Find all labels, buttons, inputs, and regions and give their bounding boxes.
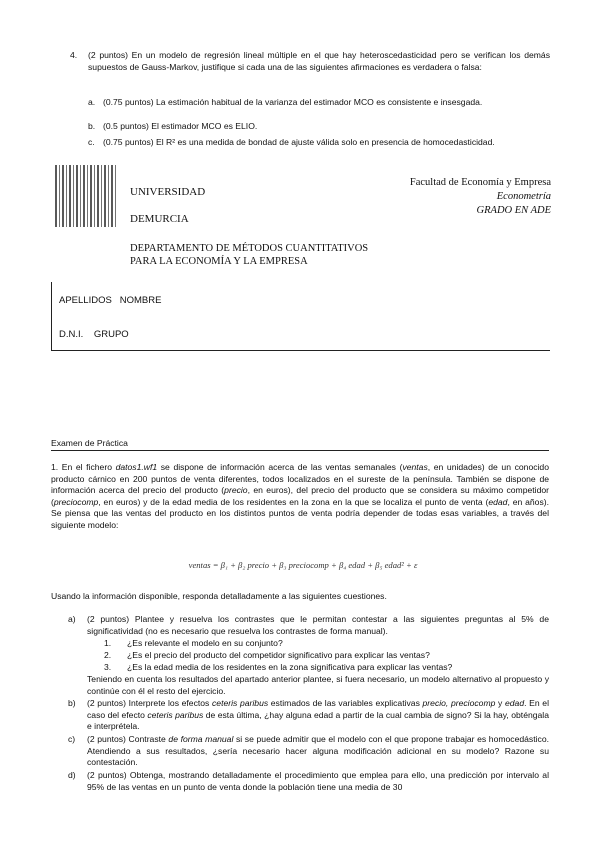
faculty-name: Facultad de Economía y Empresa [409, 177, 551, 188]
nombre-label: NOMBRE [119, 295, 162, 306]
question-b: b) (2 puntos) Interprete los efectos ceteris paribus estimados de las variables explicativas precio, preciocomp y edad. En el caso del efecto ceteris paribus de esta última, ¿hay alguna edad a partir de la cual cambia de signo? Si la hay, obténgala e interprétela. [68, 698, 549, 731]
question-4-item-b: b. (0.5 puntos) El estimador MCO es ELIO. [88, 121, 258, 131]
question-a-sub-3: 3. ¿Es la edad media de los residentes en la zona significativa para explicar las ventas? [104, 662, 453, 672]
apellidos-nombre-row [59, 295, 161, 306]
question-a: a) (2 puntos) Plantee y resuelva los contrastes que le permitan contestar a las siguientes preguntas al 5% de significatividad (no es necesario que resuelva los contrastes de forma manual). [68, 614, 549, 636]
university-logo-qr-icon [55, 165, 118, 227]
grupo-label: GRUPO [93, 329, 129, 340]
question-a-sub-2: 2. ¿Es el precio del producto del competidor significativo para explicar las ventas? [104, 650, 430, 660]
problem-1-statement: 1. En el fichero datos1.wf1 se dispone de información acerca de las ventas semanales (ventas, en unidades) de un conocido producto cárnico en 200 puntos de venta diferentes, todos localizados en el sureste de la península. También se dispone de información acerca del precio del producto (precio, en euros), del precio del producto que se considera su máximo competidor (preciocomp, en euros) y de la edad media de los residentes en la zona en la que se localiza el punto de venta (edad, en años). Se piensa que las ventas del producto en los distintos puntos de venta podría depender de todas esas variables, a través del siguiente modelo: [51, 462, 550, 530]
university-name-line1: UNIVERSIDAD [130, 186, 206, 198]
exam-title: Examen de Práctica [51, 438, 128, 448]
question-4-item-c: c. (0.75 puntos) El R² es una medida de bondad de ajuste válida solo en presencia de homocedasticidad. [88, 137, 495, 147]
apellidos-label: APELLIDOS [59, 295, 112, 306]
question-a-continuation: Teniendo en cuenta los resultados del apartado anterior plantee, si fuera necesario, un modelo alternativo al propuesto y continúe con él el resto del ejercicio. [87, 674, 549, 696]
question-a-sub-1: 1. ¿Es relevante el modelo en su conjunto? [104, 638, 283, 648]
subject-name: Econometría [496, 191, 551, 202]
degree-name: GRADO EN ADE [476, 205, 551, 216]
question-c: c) (2 puntos) Contraste de forma manual si se puede admitir que el modelo con el que propone trabajar es homocedástico. Atendiendo a sus resultados, ¿sería necesario hacer alguna modificación adicional en su modelo? Razone su contestación. [68, 734, 549, 767]
dni-grupo-row [59, 329, 129, 340]
student-info-box [51, 282, 550, 351]
dni-label: D.N.I. [59, 329, 84, 340]
question-4 [70, 50, 550, 73]
instructions: Usando la información disponible, responda detalladamente a las siguientes cuestiones. [51, 591, 387, 601]
question-4-number: 4. [70, 50, 78, 60]
department-name: DEPARTAMENTO DE MÉTODOS CUANTITATIVOS PARA LA ECONOMÍA Y LA EMPRESA [130, 243, 369, 267]
question-4-item-a: a. (0.75 puntos) La estimación habitual de la varianza del estimador MCO es consistente e insesgada. [88, 97, 483, 107]
question-d: d) (2 puntos) Obtenga, mostrando detalladamente el procedimiento que emplea para ello, una predicción por intervalo al 95% de las ventas en un punto de venta donde la población tiene una media de 30 [68, 770, 549, 792]
question-4-intro: (2 puntos) En un modelo de regresión lineal múltiple en el que hay heteroscedasticidad pero se verifican los demás supuestos de Gauss-Markov, justifique si cada una de las siguientes afirmaciones es verdadera o falsa: [88, 50, 550, 72]
divider [51, 450, 549, 451]
model-formula: ventas = β₁ + β₂ precio + β₃ preciocomp + β₄ edad + β₅ edad² + ε [188, 560, 418, 570]
university-name-line2: DEMURCIA [130, 213, 189, 225]
faculty-block [410, 176, 551, 218]
